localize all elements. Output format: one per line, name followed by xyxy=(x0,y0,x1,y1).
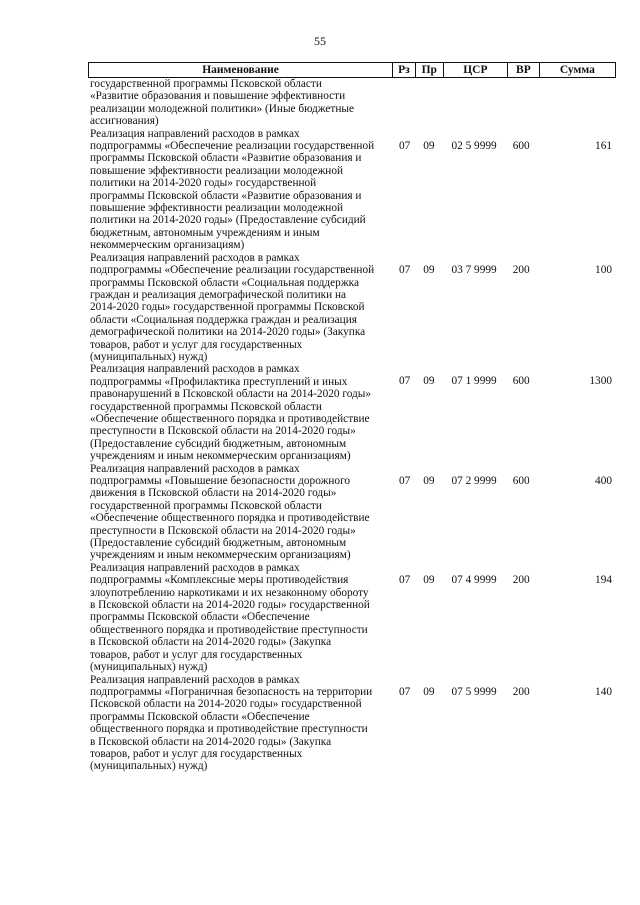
row-sum: 100 xyxy=(595,263,612,276)
table-row xyxy=(88,363,616,462)
row-vr: 200 xyxy=(512,573,530,586)
row-name: Реализация направлений расходов в рамках подпрограммы «Профилактика преступлений и иных правонарушений в Псковской области на 2014-2020 годы» государственной программы Псковской области «Обеспечение общественного порядка и противодействие преступности в Псковской области на 2014-2020 годы» (Предоставление субсидий бюджетным, автономным учреждениям и иным некоммерческим организациям) xyxy=(90,363,372,463)
row-pr: 09 xyxy=(423,685,435,698)
row-pr: 09 xyxy=(423,375,435,388)
budget-table xyxy=(88,62,616,773)
table-row xyxy=(88,252,616,364)
row-csr: 07 1 9999 xyxy=(451,375,497,388)
table-row xyxy=(88,463,616,562)
row-csr: 07 4 9999 xyxy=(451,573,497,586)
row-vr xyxy=(506,78,537,128)
row-csr: 07 2 9999 xyxy=(451,474,497,487)
row-csr: 07 5 9999 xyxy=(451,685,497,698)
row-sum: 194 xyxy=(595,573,612,586)
table-header xyxy=(88,62,616,78)
header-sum: Сумма xyxy=(539,63,615,77)
header-csr: ЦСР xyxy=(443,63,507,77)
row-name: Реализация направлений расходов в рамках подпрограммы «Обеспечение реализации государственной программы Псковской области «Развитие образования и повышение эффективности реализации молодежной политики на 2014-2020 годы» государственной программы Псковской области «Развитие образования и повышение эффективности реализации молодежной политики на 2014-2020 годы» (Предоставление субсидий бюджетным, автономным учреждениям и иным некоммерческим организациям) xyxy=(90,127,375,252)
table-row xyxy=(88,128,616,252)
row-rz: 07 xyxy=(398,375,411,388)
row-pr: 09 xyxy=(423,139,435,152)
row-vr: 200 xyxy=(512,685,530,698)
table-row xyxy=(88,562,616,674)
row-pr: 09 xyxy=(423,573,435,586)
header-vr: ВР xyxy=(507,63,539,77)
table-body xyxy=(88,78,616,773)
row-name: Реализация направлений расходов в рамках подпрограммы «Комплексные меры противодействия злоупотреблению наркотиками и их незаконному обороту в Псковской области на 2014-2020 годы» государственной программы Псковской области «Обеспечение общественного порядка и противодействие преступности в Псковской области на 2014-2020 годы» (Закупка товаров, работ и услуг для государственных (муниципальных) нужд) xyxy=(90,561,370,674)
row-vr: 600 xyxy=(512,139,530,152)
row-rz: 07 xyxy=(398,263,411,276)
row-name: Реализация направлений расходов в рамках подпрограммы «Обеспечение реализации государственной программы Псковской области «Социальная поддержка граждан и реализация демографической политики на 2014-2020 годы» государственной программы Псковской области «Социальная поддержка граждан и реализация демографической политики на 2014-2020 годы» (Закупка товаров, работ и услуг для государственных (муниципальных) нужд) xyxy=(90,251,375,363)
row-rz: 07 xyxy=(398,685,411,698)
row-pr: 09 xyxy=(423,474,435,487)
row-csr xyxy=(442,78,506,128)
row-vr: 600 xyxy=(512,375,530,388)
row-pr: 09 xyxy=(423,263,435,276)
row-name: Реализация направлений расходов в рамках подпрограммы «Повышение безопасности дорожного движения в Псковской области на 2014-2020 годы» государственной программы Псковской области «Обеспечение общественного порядка и противодействие преступности в Псковской области на 2014-2020 годы» (Предоставление субсидий бюджетным, автономным учреждениям и иным некоммерческим организациям) xyxy=(90,462,370,562)
row-name: государственной программы Псковской области «Развитие образования и повышение эффективности реализации молодежной политики» (Иные бюджетные ассигнования) xyxy=(90,78,355,128)
row-name: Реализация направлений расходов в рамках подпрограммы «Пограничная безопасность на территории Псковской области на 2014-2020 годы» государственной программы Псковской области «Обеспечение общественного порядка и противодействие преступности в Псковской области на 2014-2020 годы» (Закупка товаров, работ и услуг для государственных (муниципальных) нужд) xyxy=(90,673,373,773)
row-rz: 07 xyxy=(398,139,411,152)
header-name: Наименование xyxy=(202,64,279,76)
row-sum: 1300 xyxy=(589,375,612,388)
row-csr: 03 7 9999 xyxy=(451,263,497,276)
row-vr: 600 xyxy=(512,474,530,487)
row-rz: 07 xyxy=(398,573,411,586)
row-vr: 200 xyxy=(512,263,530,276)
page-number: 55 xyxy=(314,34,326,48)
row-pr xyxy=(416,78,443,128)
table-row xyxy=(88,674,616,773)
row-sum: 161 xyxy=(595,139,612,152)
row-sum xyxy=(537,78,616,128)
table-row xyxy=(88,78,616,128)
row-csr: 02 5 9999 xyxy=(451,139,497,152)
row-sum: 140 xyxy=(595,685,612,698)
row-rz: 07 xyxy=(398,474,411,487)
row-rz xyxy=(394,78,416,128)
header-pr: Пр xyxy=(415,63,443,77)
header-rz: Рз xyxy=(392,63,415,77)
row-sum: 400 xyxy=(595,474,612,487)
